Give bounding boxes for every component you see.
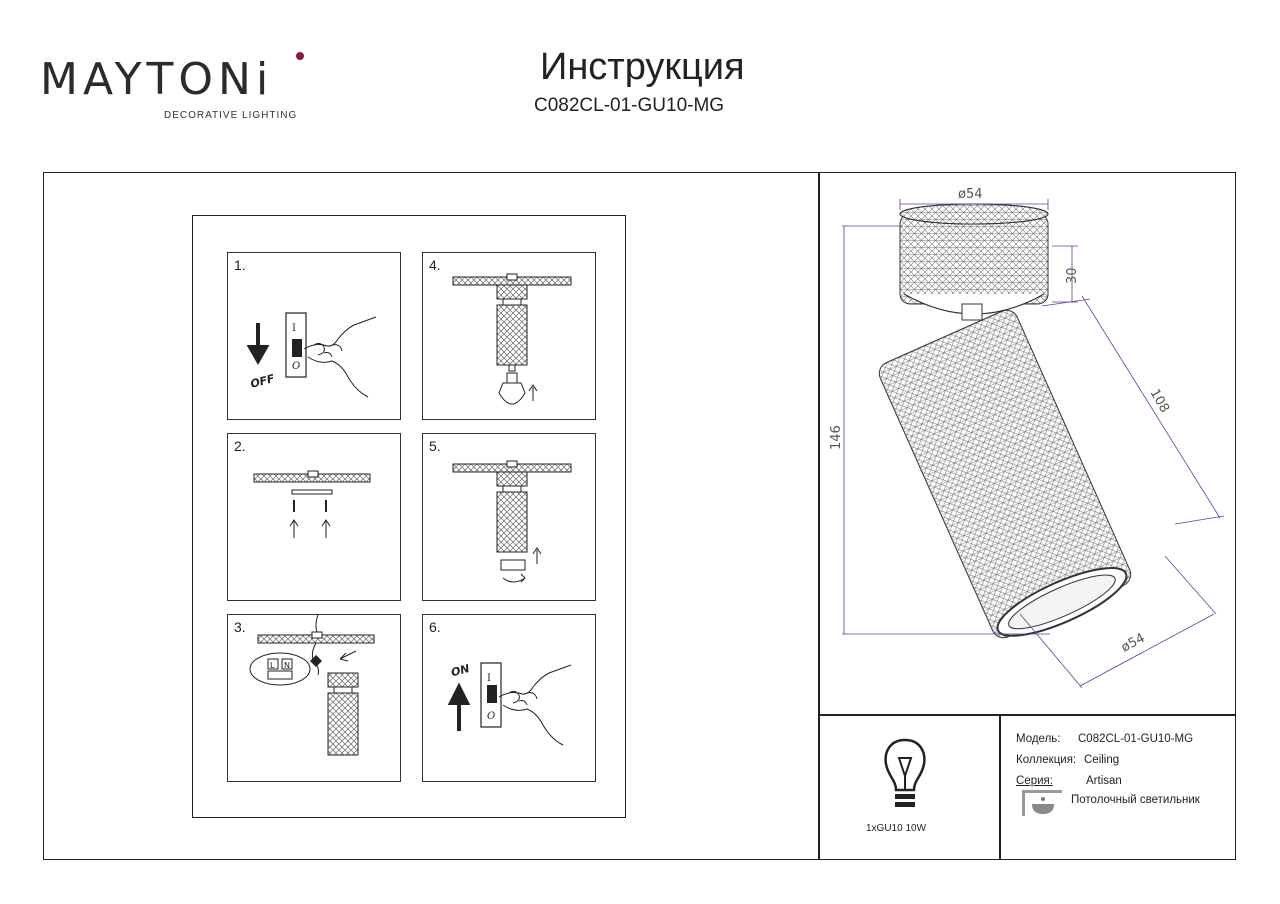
off-label: OFF (248, 371, 276, 391)
logo-tagline: DECORATIVE LIGHTING (164, 110, 298, 121)
switch-on-mark: I (292, 323, 296, 334)
terminal-l-label: L (270, 661, 275, 670)
step-4 (422, 252, 596, 420)
step-number: 2. (234, 438, 246, 454)
collection-value: Ceiling (1084, 754, 1120, 766)
switch-on-mark: I (487, 673, 491, 684)
rotate-arrow-icon (503, 574, 525, 582)
fixture-base (328, 673, 358, 687)
fixture-tube (497, 305, 527, 365)
retaining-ring (501, 560, 525, 570)
step-5 (422, 433, 596, 601)
switch-off-mark: O (487, 711, 496, 722)
connector-icon (310, 655, 322, 667)
logo-accent-dot (296, 52, 304, 60)
model-value: C082CL-01-GU10-MG (1078, 733, 1194, 745)
step-number: 1. (234, 257, 246, 273)
insert-bulb-illustration (423, 253, 597, 421)
spec-divider-vertical (999, 714, 1001, 860)
arrow-up-icon (451, 687, 467, 731)
light-bulb-icon (880, 736, 930, 810)
arrow-down-icon (250, 323, 266, 361)
switch-off-illustration (228, 253, 402, 421)
terminal-n-label: N (284, 661, 290, 670)
fixture-type: Потолочный светильник (1071, 794, 1200, 806)
dim-bottom-diameter: ø54 (1118, 630, 1148, 656)
series-value: Artisan (1086, 775, 1122, 787)
dim-tube-length: 108 (1146, 386, 1172, 416)
bulb-pins (507, 373, 517, 383)
frame-divider-horizontal (818, 714, 1236, 716)
arrow-up-icon (529, 385, 537, 401)
fixture-tube (497, 492, 527, 552)
fixture-base (497, 472, 527, 486)
step-3 (227, 614, 401, 782)
fixture-base-cylinder (900, 214, 1048, 304)
mount-plate-illustration (228, 434, 402, 602)
installation-steps-panel (192, 215, 626, 818)
step-2 (227, 433, 401, 601)
dim-total-height: 146 (829, 425, 844, 450)
screw-icon (294, 500, 326, 512)
attach-ring-illustration (423, 434, 597, 602)
switch-toggle (487, 685, 497, 703)
terminal-detail-bubble (250, 653, 310, 685)
switch-toggle (292, 339, 302, 357)
step-number: 6. (429, 619, 441, 635)
fixture-tube-group (875, 306, 1138, 650)
step-1 (227, 252, 401, 420)
step-number: 4. (429, 257, 441, 273)
fixture-tube (328, 693, 358, 755)
arrow-up-icon (290, 520, 330, 538)
dim-base-height: 30 (1065, 267, 1080, 284)
brand-logo (40, 54, 298, 121)
bulb-caption: 1xGU10 10W (866, 823, 927, 834)
model-label: Модель: (1016, 733, 1061, 745)
switch-on-illustration (423, 615, 597, 783)
arrow-left-icon (340, 651, 356, 661)
step-number: 3. (234, 619, 246, 635)
hand-icon (304, 317, 376, 397)
technical-drawing (820, 174, 1234, 712)
arrow-up-icon (533, 548, 541, 564)
ceiling-light-icon (1020, 790, 1064, 816)
switch-off-mark: O (292, 361, 301, 372)
logo-word: MAYTONi (40, 54, 274, 105)
gu10-bulb-icon (499, 383, 525, 404)
series-label: Серия: (1016, 775, 1053, 787)
step-number: 5. (429, 438, 441, 454)
hand-icon (499, 665, 571, 745)
page-title: Инструкция (540, 46, 745, 88)
model-code: C082CL-01-GU10-MG (534, 95, 725, 116)
collection-label: Коллекция: (1016, 754, 1077, 766)
dim-top-diameter: ø54 (958, 187, 983, 202)
step-6 (422, 614, 596, 782)
fixture-base (497, 285, 527, 299)
wire-connection-illustration (228, 615, 402, 783)
on-label: ON (449, 661, 471, 680)
mounting-plate (292, 490, 332, 494)
